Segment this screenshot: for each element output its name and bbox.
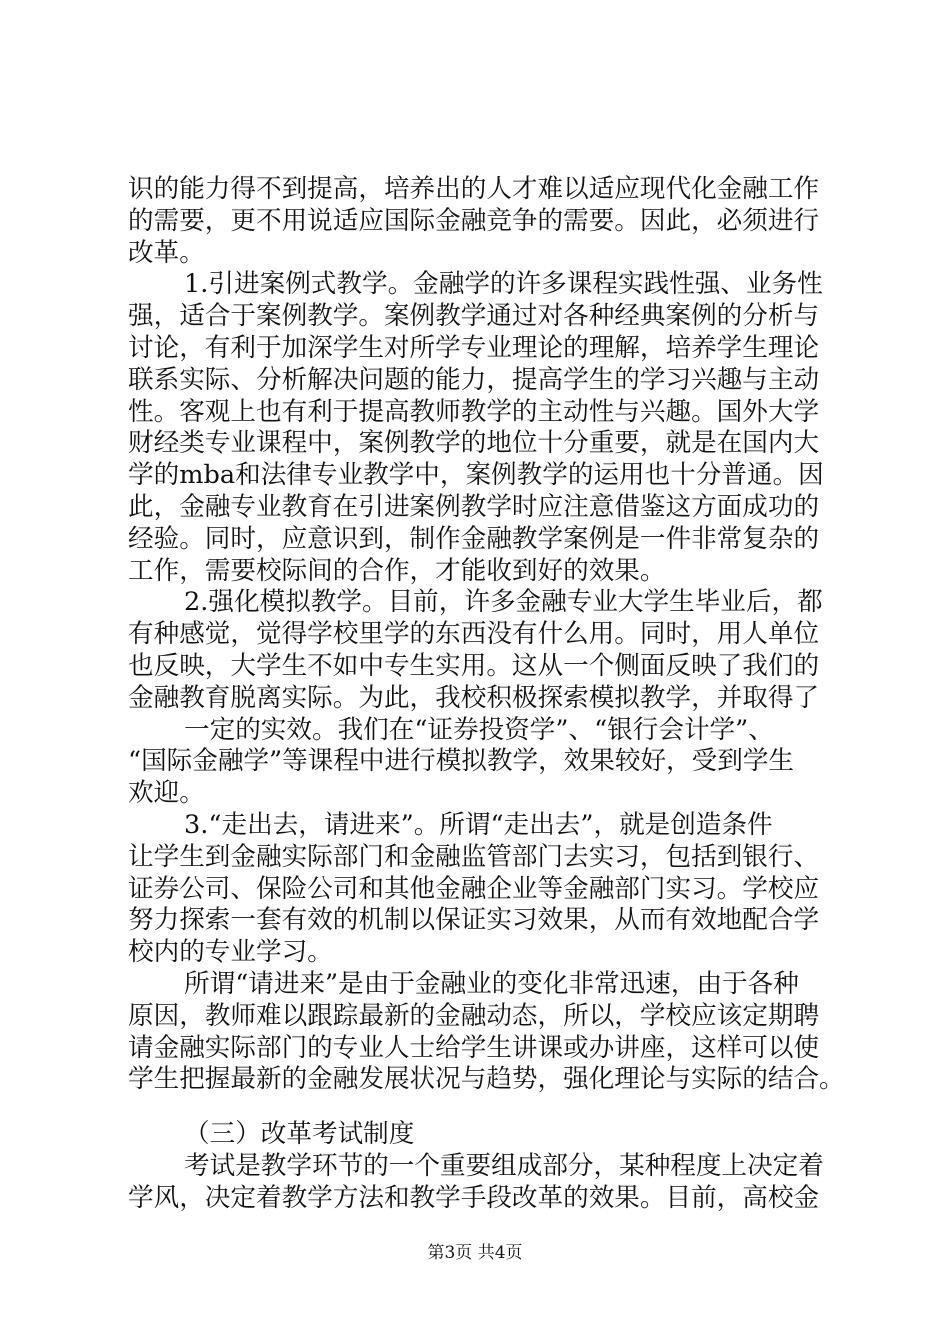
document-body: [128, 174, 845, 1215]
text-line: 也反映，大学生不如中专生实用。这从一个侧面反映了我们的: [128, 650, 820, 681]
section-heading: （三）改革考试制度: [184, 1119, 415, 1150]
text-line: 强，适合于案例教学。案例教学通过对各种经典案例的分析与: [128, 301, 820, 332]
text-line: 校内的专业学习。: [128, 937, 333, 968]
text-line: 性。客观上也有利于提高教师教学的主动性与兴趣。国外大学: [128, 396, 820, 427]
paragraph-start-line: 考试是教学环节的一个重要组成部分，某种程度上决定着: [184, 1150, 824, 1181]
page-number-label: 第3页 共4页: [427, 1243, 523, 1263]
text-line: 原因，教师难以跟踪最新的金融动态，所以，学校应该定期聘: [128, 1000, 820, 1031]
text-line: 让学生到金融实际部门和金融监管部门去实习，包括到银行、: [128, 841, 820, 872]
text-line: 联系实际、分析解决问题的能力，提高学生的学习兴趣与主动: [128, 364, 820, 395]
text-line: 此，金融专业教育在引进案例教学时应注意借鉴这方面成功的: [128, 491, 820, 522]
text-line: 讨论，有利于加深学生对所学专业理论的理解，培养学生理论: [128, 332, 820, 363]
text-line: 识的能力得不到提高，培养出的人才难以适应现代化金融工作: [128, 174, 820, 204]
text-line: 请金融实际部门的专业人士给学生讲课或办讲座，这样可以使: [128, 1032, 820, 1063]
paragraph-start-line: 一定的实效。我们在“证券投资学”、“银行会计学”、: [184, 714, 774, 745]
paragraph-start-line: 3.“走出去，请进来”。所谓“走出去”，就是创造条件: [184, 809, 773, 840]
text-line: 欢迎。: [128, 778, 205, 809]
text-line: 有种感觉，觉得学校里学的东西没有什么用。同时，用人单位: [128, 619, 820, 650]
text-line: 金融教育脱离实际。为此，我校积极探索模拟教学，并取得了: [128, 682, 820, 713]
page-footer: [0, 1242, 950, 1264]
text-line: “国际金融学”等课程中进行模拟教学，效果较好，受到学生: [128, 746, 795, 777]
text-line: 学的mba和法律专业教学中，案例教学的运用也十分普通。因: [128, 460, 824, 491]
paragraph-start-line: 2.强化模拟教学。目前，许多金融专业大学生毕业后，都: [184, 587, 823, 618]
text-line: 学生把握最新的金融发展状况与趋势，强化理论与实际的结合。: [128, 1064, 845, 1095]
text-line: 改革。: [128, 237, 205, 268]
text-line: 努力探索一套有效的机制以保证实习效果，从而有效地配合学: [128, 905, 820, 936]
text-line: 财经类专业课程中，案例教学的地位十分重要，就是在国内大: [128, 428, 820, 459]
paragraph-start-line: 1.引进案例式教学。金融学的许多课程实践性强、业务性: [184, 269, 823, 300]
text-line: 的需要，更不用说适应国际金融竞争的需要。因此，必须进行: [128, 205, 820, 236]
paragraph-gap: [128, 1096, 838, 1119]
text-line: 经验。同时，应意识到，制作金融教学案例是一件非常复杂的: [128, 523, 820, 554]
text-line: 学风，决定着教学方法和教学手段改革的效果。目前，高校金: [128, 1182, 820, 1213]
text-line: 工作，需要校际间的合作，才能收到好的效果。: [128, 555, 666, 586]
text-line: 证券公司、保险公司和其他金融企业等金融部门实习。学校应: [128, 873, 820, 904]
paragraph-start-line: 所谓“请进来”是由于金融业的变化非常迅速，由于各种: [184, 968, 799, 999]
